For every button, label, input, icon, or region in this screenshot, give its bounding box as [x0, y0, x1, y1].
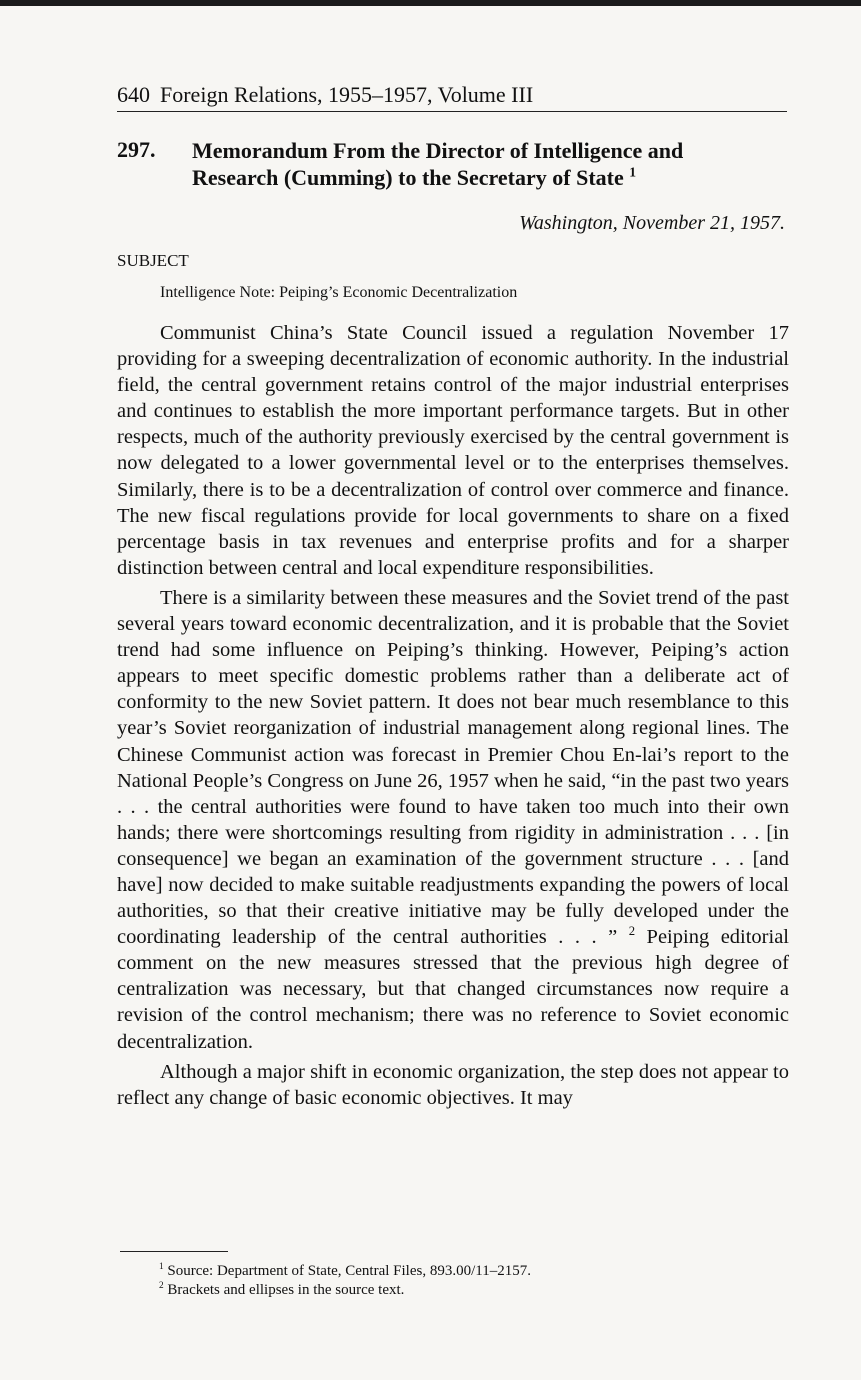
footnote-mark-2: 2: [159, 1281, 164, 1291]
document-title-text: Memorandum From the Director of Intelligence and Research (Cumming) to the Secretary of State: [192, 138, 684, 190]
footnotes: [159, 1262, 531, 1300]
footnote-2-text: Brackets and ellipses in the source text.: [167, 1282, 405, 1298]
paragraph-3: Although a major shift in economic organization, the step does not appear to reflect any change of basic economic objectives. It may: [117, 1060, 789, 1109]
footnote-1-text: Source: Department of State, Central Files, 893.00/11–2157.: [167, 1263, 531, 1279]
document-title: [192, 137, 752, 191]
paragraph-2-text: There is a similarity between these measures and the Soviet trend of the past several years toward economic decentralization, and it is probable that the Soviet trend had some influence on Peiping’s thinking. However, Peiping’s action appears to meet specific domestic problems rather than a deliberate act of conformity to the new Soviet pattern. It does not bear much resemblance to this year’s Soviet reorganization of industrial management along regional lines. The Chinese Communist action was forecast in Premier Chou En-lai’s report to the National People’s Congress on June 26, 1957 when he said, “in the past two years . . . the central authorities were found to have taken too much into their own hands; there were shortcomings resulting from rigidity in administration . . . [in consequence] we began an examination of the government structure . . . [and have] now decided to make suitable readjustments expanding the powers of local authorities, so that their creative initiative may be fully developed under the coordinating leadership of the central authorities . . . ”: [117, 586, 789, 949]
paragraph-2-continued: Peiping editorial comment on the new measures stressed that the previous high degree of centralization was necessary, but that changed circumstances now require a revision of the control mechanism; there was no reference to Soviet economic decentralization.: [117, 926, 789, 1053]
paragraph-1: Communist China’s State Council issued a regulation November 17 providing for a sweeping decentralization of economic authority. In the industrial field, the central government retains control of the major industrial enterprises and continues to establish the more important performance targets. But in other respects, much of the authority previously exercised by the central government is now delegated to a lower governmental level or to the enterprises themselves. Similarly, there is to be a decentralization of control over commerce and finance. The new fiscal regulations provide for local governments to share on a fixed percentage basis in tax revenues and enterprise profits and for a sharper distinction between central and local expenditure responsibilities.: [117, 322, 789, 579]
paragraph-2: [117, 585, 789, 1055]
footnote-ref-2[interactable]: 2: [628, 924, 636, 939]
dateline: Washington, November 21, 1957.: [519, 212, 785, 234]
memo-body: [117, 320, 789, 1115]
document-number: 297.: [117, 137, 156, 162]
subject-label: SUBJECT: [117, 251, 189, 270]
page-top-edge: [0, 0, 861, 6]
page-number: 640: [117, 82, 150, 107]
footnote-2: [159, 1281, 531, 1300]
footnote-mark-1: 1: [159, 1262, 164, 1272]
running-title: Foreign Relations, 1955–1957, Volume III: [160, 82, 534, 107]
footnote-divider: [120, 1251, 228, 1252]
footnote-1: [159, 1262, 531, 1281]
footnote-ref-1[interactable]: 1: [629, 164, 637, 180]
running-header: [117, 82, 787, 112]
subject-text: Intelligence Note: Peiping’s Economic Decentralization: [160, 284, 518, 301]
